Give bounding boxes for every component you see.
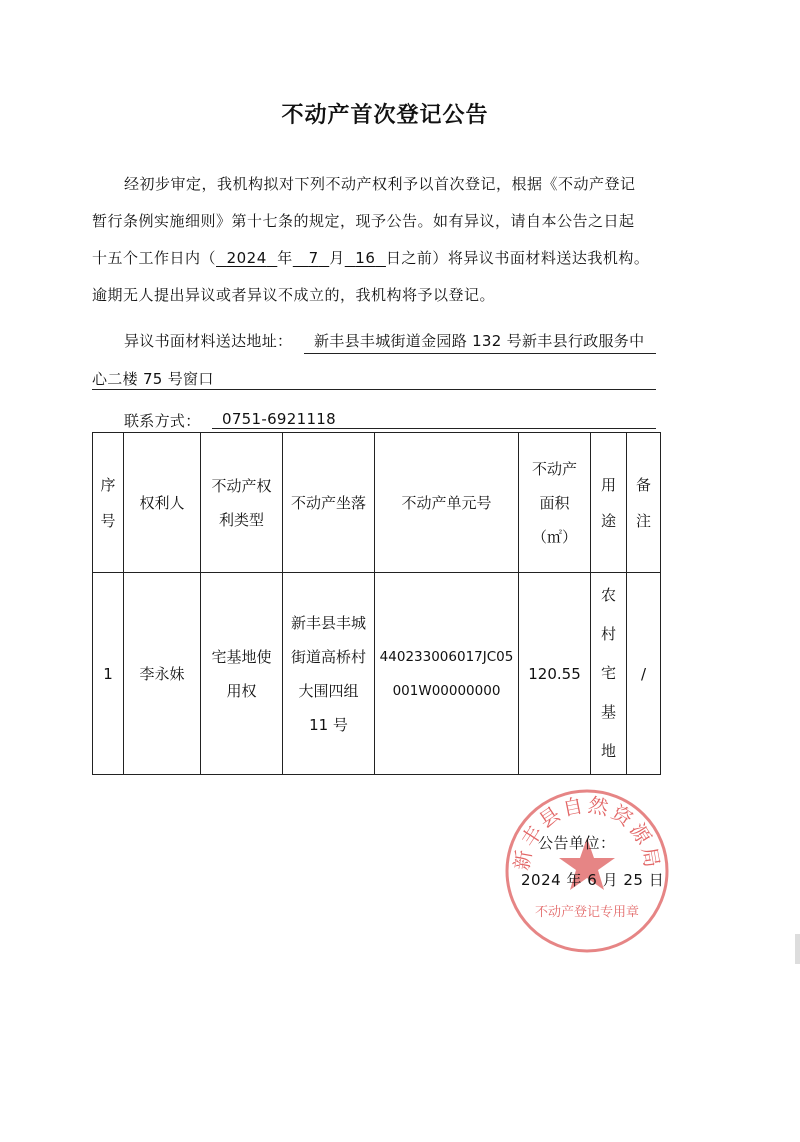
- scan-edge-mark: [795, 934, 800, 964]
- intro-paragraph: [92, 166, 672, 314]
- header-seq: 序号: [93, 433, 124, 573]
- cell-owner: 李永妹: [124, 573, 201, 775]
- intro-line-2: 暂行条例实施细则》第十七条的规定，现予公告。如有异议，请自本公告之日起: [92, 212, 635, 230]
- registration-table: [92, 432, 661, 775]
- table-header-row: [93, 433, 661, 573]
- cell-usage: 农村宅基地: [591, 573, 627, 775]
- deadline-suffix: 日之前）将异议书面材料送达我机构。: [385, 249, 650, 267]
- deadline-month: 7: [308, 249, 319, 267]
- issuer-label: 公告单位：: [538, 834, 616, 852]
- cell-location: 新丰县丰城 街道高桥村 大围四组 11 号: [283, 573, 375, 775]
- address-value-line-2: 心二楼 75 号窗口: [92, 370, 214, 388]
- deadline-day: 16: [355, 249, 376, 267]
- header-right-type: 不动产权 利类型: [201, 433, 283, 573]
- cell-remark: /: [627, 573, 661, 775]
- intro-line-4: 逾期无人提出异议或者异议不成立的，我机构将予以登记。: [92, 286, 496, 304]
- cell-area: 120.55: [519, 573, 591, 775]
- table-row: [93, 573, 661, 775]
- deadline-year: 2024: [226, 249, 267, 267]
- cell-unit-no: 440233006017JC05 001W00000000: [375, 573, 519, 775]
- intro-line-3: [92, 240, 672, 277]
- header-remark: 备注: [627, 433, 661, 573]
- year-unit: 年: [277, 249, 293, 267]
- contact-label: 联系方式：: [124, 412, 201, 430]
- address-underline: [304, 353, 656, 354]
- month-unit: 月: [329, 249, 345, 267]
- header-unit-no: 不动产单元号: [375, 433, 519, 573]
- page-title: 不动产首次登记公告: [281, 103, 489, 128]
- contact-underline: [212, 428, 656, 429]
- cell-seq: 1: [93, 573, 124, 775]
- issue-date: 2024 年 6 月 25 日: [521, 871, 665, 889]
- contact-value: 0751-6921118: [222, 410, 336, 428]
- header-owner: 权利人: [124, 433, 201, 573]
- seal-bottom-text: 不动产登记专用章: [534, 905, 640, 920]
- deadline-prefix: 十五个工作日内（: [92, 249, 217, 267]
- address-underline-2: [92, 389, 656, 390]
- header-area: 不动产 面积 （㎡）: [519, 433, 591, 573]
- seal-arc-text: 新丰县自然资源局: [509, 792, 665, 873]
- address-label: 异议书面材料送达地址：: [124, 332, 293, 350]
- cell-right-type: 宅基地使 用权: [201, 573, 283, 775]
- intro-line-1: 经初步审定，我机构拟对下列不动产权利予以首次登记，根据《不动产登记: [124, 175, 636, 193]
- header-usage: 用途: [591, 433, 627, 573]
- header-location: 不动产坐落: [283, 433, 375, 573]
- address-value-line-1: 新丰县丰城街道金园路 132 号新丰县行政服务中: [314, 332, 645, 350]
